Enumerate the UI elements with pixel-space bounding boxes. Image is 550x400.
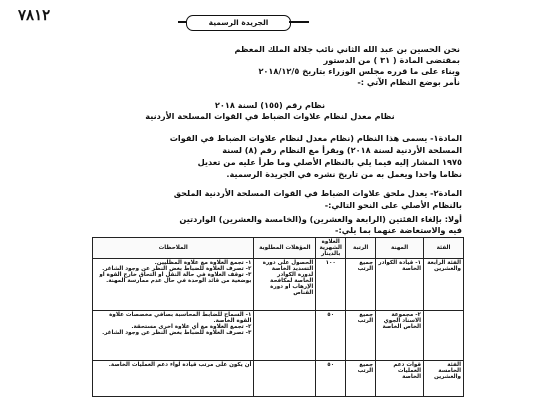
table-header-row [93, 238, 464, 259]
preamble-line-4: نأمر بوضع النظام الآتي :- [357, 77, 460, 87]
header-profession: المهنة [376, 238, 424, 259]
clause1-line-1: أولا: بإلغاء الفئتين (الرابعة والعشرين) و(الخامسة والعشرين) الواردتين [179, 214, 462, 224]
header-rule-right [289, 21, 309, 23]
header-notes: الملاحظات [93, 238, 254, 259]
cell-rank: جميع الرتب [346, 361, 376, 397]
table-row [93, 311, 464, 361]
cell-rank: جميع الرتب [346, 311, 376, 361]
cell-qualifications [254, 311, 316, 361]
allowances-table [92, 237, 464, 397]
regulation-number: نظام رقم (١٥٥) لسنة ٢٠١٨ [214, 100, 326, 110]
cell-qualifications [254, 361, 316, 397]
page-number: ٧٨١٢ [18, 6, 51, 24]
header-qualifications: المؤهلات المطلوبة [254, 238, 316, 259]
article2-line-1: المادة٢- يعدل ملحق علاوات الضباط في القوات المسلحة الأردنية الملحق [173, 188, 462, 198]
header-category: الفئة [424, 238, 464, 259]
cell-profession: ٢- مجموعة الاسناد الجوي الخاص الخاصة [376, 311, 424, 361]
cell-rank: جميع الرتب [346, 259, 376, 311]
preamble-line-1: نحن الحسين بن عبد الله الثاني نائب جلالة الملك المعظم [234, 44, 460, 54]
article2-line-2: بالنظام الأصلي على النحو التالي:- [324, 200, 462, 210]
header-amount: العلاوة الشهرية بالدينار [316, 238, 346, 259]
article1-line-2: المسلحة الأردنية لسنة ٢٠١٨) ويقرأ مع النظام رقم (٨) لسنة [222, 145, 462, 155]
article1-line-4: نظاما واحدا ويعمل به من تاريخ نشره في الجريدة الرسمية. [226, 169, 462, 179]
table-row [93, 259, 464, 311]
cell-qualifications: الحصول على دورة التسديد الخاصة لدورة الكوادر الخاصة لمكافحة الإرهاب او دورة القناص [254, 259, 316, 311]
cell-notes: أن يكون على مرتب قيادة لواء دعم العمليات الخاصة. [93, 361, 254, 397]
cell-amount: ٥٠ [316, 311, 346, 361]
article1-line-1: المادة١- يسمى هذا النظام (نظام معدل لنظام علاوات الضباط في القوات [169, 133, 462, 143]
cell-profession: قوات دعم العمليات الخاصة [376, 361, 424, 397]
cell-notes: ١- السماح للضابط المحاسبة بصافي مخصصات علاوة القوة الخاصة. ٢- تجمع العلاوة مع أي علاوة اخرى مستحقة. ٣- تصرف العلاوة للضباط بغض النظر عن وجود الشاغر. [93, 311, 254, 361]
cell-category: الفئة الخامسة والعشرين [424, 361, 464, 397]
cell-category [424, 311, 464, 361]
regulation-name: نظام معدل لنظام علاوات الضباط في القوات المسلحة الأردنية [145, 111, 395, 121]
cell-amount: ١٠٠ [316, 259, 346, 311]
article1-line-3: ١٩٧٥ المشار إليه فيما يلي بالنظام الأصلي وما طرأ عليه من تعديل [197, 157, 462, 167]
header-rule-left [178, 21, 186, 23]
cell-category: الفئة الرابعة والعشرين [424, 259, 464, 311]
header-rank: الرتبة [346, 238, 376, 259]
clause1-line-2: فيه والاستعاضة عنهما بما يلي:- [335, 225, 462, 235]
cell-notes: ١- تجمع العلاوة مع علاوة المظليين. ٢- تصرف العلاوة للضباط بغض النظر عن وجود الشاغر. ٣- توقف العلاوة في حالة النقل او التحاق خارج القوة او بوضعية من قائد الوحدة في حال عدم ممارسة المهنة. [93, 259, 254, 311]
preamble-line-2: بمقتضى المادة ( ٣١ ) من الدستور [323, 55, 460, 65]
gazette-title-badge: الجريدة الرسمية [186, 15, 291, 31]
preamble-line-3: وبناء على ما قرره مجلس الوزراء بتاريخ ٢٠١٨/١٢/٥ [258, 66, 460, 76]
cell-amount: ٥٠ [316, 361, 346, 397]
cell-profession: ١- قيادة الكوادر الخاصة [376, 259, 424, 311]
table-row [93, 361, 464, 397]
